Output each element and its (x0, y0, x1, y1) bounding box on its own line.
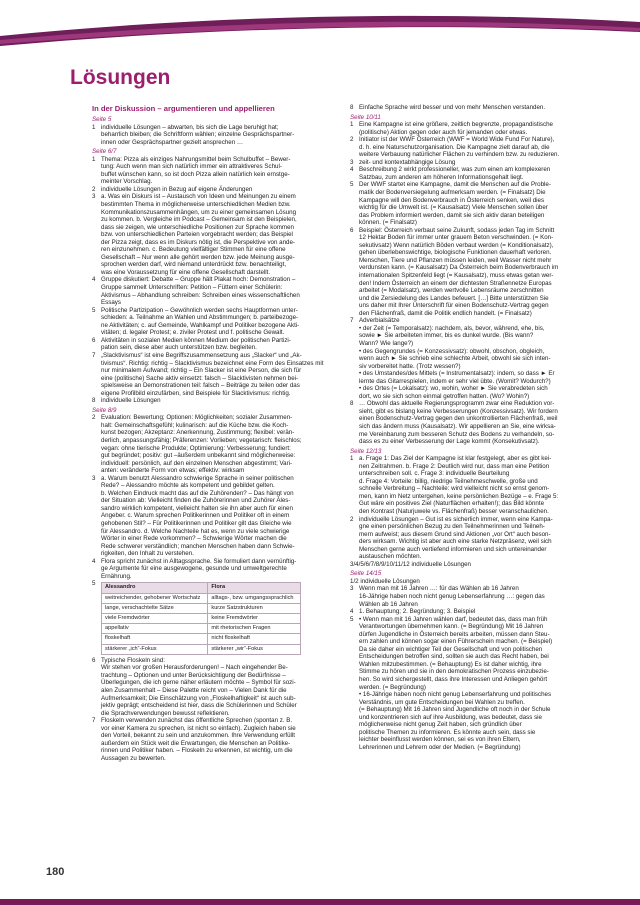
item-number: 7 (92, 717, 96, 725)
answer-item (350, 585, 591, 608)
answer-item (350, 616, 591, 752)
answer-item (92, 307, 336, 337)
item-number: 6 (350, 226, 354, 234)
answer-item (350, 166, 591, 181)
left-column (92, 104, 336, 762)
answer-item (92, 414, 336, 474)
item-text: • Wenn man mit 16 Jahren wählen darf, bedeutet das, dass man früh Verantwortungen übernehmen kann. (= Begründung) Mit 16 Jahren dürfen Jugendliche in Österreich bereits arbeiten, müssen dann Steu- ern zahlen und können sogar einen Führerschein machen. (= Beispiel) Da sie daher ein wichtiger Teil der Gesellschaft und von politischen Entscheidungen betroffen sind, sollten sie auch das Recht haben, bei Wahlen mitzubestimmen. (= Behauptung) Es ist daher wichtig, ihre Stimme zu hören und sie in den demokratischen Prozess einzubezie- hen. So wird sichergestellt, dass ihre Interessen und Anliegen gehört werden. (= Begründung) • 16-Jährige haben noch nicht genug Lebenserfahrung und politisches Verständnis, um gute Entscheidungen bei Wahlen zu treffen. (= Behauptung) Mit 16 Jahren sind Jugendliche oft noch in der Schule und konzentrieren sich auf ihre Ausbildung, was bedeutet, dass sie möglicherweise nicht genug Zeit haben, sich gründlich über politische Themen zu informieren. Es könnte auch sein, dass sie leichter beeinflusst werden können, sei es von ihren Eltern, Lehrerinnen und Lehrern oder der Medien. (= Begründung) (359, 615, 553, 751)
item-text: a. Warum benutzt Alessandro schwierige Sprache in seiner politischen Rede? – Alessandro möchte als kompetent und gebildet gelten. b. Welchen Eindruck macht das auf die Zuhörenden? – Das hängt von der Situation ab: Vielleicht finden die Zuhörerinnen und Zuhörer Ales- sandro wirklich kompetent, vielleicht halten sie ihn aber auch für einen Angeber. c. Warum sprechen Politikerinnen und Politiker oft in einem gehobenen Stil? – Für Politikerinnen und Politiker gilt das Gleiche wie für Alessandro. d. Welche Nachteile hat es, wenn zu viele schwierige Wörter in einer Rede vorkommen? – Schwierige Wörter machen die Rede schwerer verständlich; manchen Menschen haben dann Schwie- rigkeiten, den Inhalt zu verstehen. (101, 474, 295, 558)
answer-item (350, 516, 591, 561)
answer-text: 3/4/5/6/7/8/9/10/11/12 individuelle Lösungen (350, 560, 471, 568)
answer-item (350, 400, 591, 445)
item-text: Eine Kampagne ist eine größere, zeitlich begrenzte, propagandistische (politische) Aktion gegen oder auch für jemanden oder etwas. (359, 121, 553, 136)
item-number: 5 (92, 306, 96, 314)
item-number: 3 (92, 193, 96, 201)
answer-item (92, 193, 336, 276)
table-header-cell: Alessandro (102, 583, 208, 593)
left-blocks (92, 116, 336, 762)
item-text: a. Frage 1: Das Ziel der Kampagne ist klar festgelegt, aber es gibt kei- nen Zeitrahmen. b. Frage 2: Deutlich wird nur, dass man eine Petition unterschreiben soll. c. Frage 3: individuelle Beurteilung d. Frage 4: Vorteile: billig, niedrige Teilnehmeschwelle, große und schnelle Verbreitung – Nachteile: wird vielleicht nicht so ernst genom- men, kann im Netz untergehen, keine persönlichen Bezüge – e. Frage 5: Gut wäre ein positives Ziel (Naturflächen erhalten!); das Bild könnte den Kontrast (Naturjuwele vs. Flächenfraß) besser veranschaulichen. (359, 455, 559, 515)
answer-item (92, 186, 336, 194)
answer-item (350, 159, 591, 167)
table-row (102, 603, 301, 613)
item-text: „Slacktivismus“ ist eine Begriffszusammensetzung aus „Slacker“ und „Ak- tivismus“. Richtig: richtig – Slacktivismus bezeichnet eine Form des Einsatzes mit nur minimalem Aufwand; richtig – Ein Slacker ist eine Person, die sich für eine (politische) Sache aktiv einsetzt: falsch – Slacktivisten nehmen bei- spielsweise an Demonstrationen teil: falsch – Beiträge zu teilen oder das eigene Profilbild einzufärben, sind Beispiele für Slacktivismus: richtig. (101, 351, 324, 397)
item-text: a. Was ein Diskurs ist – Austausch von Ideen und Meinungen zu einem bestimmten Thema in möglicherweise unterschiedlichen Medien bzw. Kommunikationszusammenhängen, um zu einer gemeinsamen Lösung zu kommen. b. Vergleiche im Podcast – Gemeinsam ist den Beispielen, dass sie zeigen, wie unterschiedliche Positionen zur Sprache kommen bzw. von unterschiedlichen Parteien vorgebracht werden; das Beispiel der Pizza zeigt, dass es im Diskurs nötig ist, die Perspektive von ande- ren einzunehmen. c. Bedeutung vielfältiger Stimmen für eine offene Gesellschaft – Nur wenn alle gehört werden bzw. jede Meinung ausge- sprochen werden darf, wird niemand unterdrückt bzw. benachteiligt, was eine Voraussetzung für eine offene Gesellschaft darstellt. (101, 193, 297, 276)
table-cell: lange, verschachtelte Sätze (102, 603, 208, 613)
table-cell: keine Fremdwörter (208, 613, 301, 623)
item-text: Adverbialsätze • der Zeit (= Temporalsatz): nachdem, als, bevor, während, ehe, bis, sowie ► Sie arbeiteten immer, bis es dunkel wurde. (Bis wann? Wann? Wie lange?) • des Gegengrundes (= Konzessivsatz): obwohl, obschon, obgleich, wenn auch ► Sie schrieb eine schlechte Arbeit, obwohl sie sich inten- siv vorbereitet hatte. (Trotz wessen?) • des Umstandes/des Mittels (= Instrumentalsatz): indem, so dass ► Er lernte das Gitarrespielen, indem er sehr viel übte. (Womit? Wodurch?) • des Ortes (= Lokalsatz): wo, wohin, woher ► Sie verabredeten sich dort, wo sie sich schon einmal getroffen hatten. (Wo? Wohin?) (359, 317, 555, 400)
item-text: individuelle Lösungen (101, 397, 161, 405)
answer-item (350, 104, 591, 112)
table-cell: weitreichender, gehobener Wortschatz (102, 593, 208, 603)
item-number: 2 (350, 136, 354, 144)
item-number: 8 (350, 400, 354, 408)
item-number: 8 (92, 397, 96, 405)
answer-item (92, 657, 336, 717)
comparison-table-item (92, 580, 336, 656)
answer-item (92, 124, 336, 147)
answer-item (350, 181, 591, 226)
answer-item (92, 558, 336, 581)
item-text: Thema: Pizza als einziges Nahrungsmittel beim Schulbuffet – Bewer- tung: Auch wenn man sich natürlich immer ein attraktiveres Schul- buffet wünschen kann, so ist doch Pizza allein natürlich kein ernstge- meinter Vorschlag. (101, 155, 291, 186)
answer-item (92, 276, 336, 306)
item-text: Einfache Sprache wird besser und von mehr Menschen verstanden. (359, 104, 546, 111)
item-number: 5 (350, 181, 354, 189)
item-text: Der WWF startet eine Kampagne, damit die Menschen auf die Proble- matik der Bodenversiegelung aufmerksam werden. (= Finalsatz) Die Kampagne will den Bodenverbrauch in Österreich senken, weil dies wichtig für die Umwelt ist. (= Kausalsatz) Viele Menschen sollen über das Problem informiert werden, damit sie sich aktiv daran beteiligen können. (= Finalsatz) (359, 181, 551, 227)
table-header-row (102, 583, 301, 593)
item-text: Beispiel: Österreich verbaut seine Zukunft, sodass jeden Tag im Schnitt 12 Hektar Boden für immer unter grauem Beton verschwinden. (= Kon- sekutivsatz) Wenn natürlich Böden verbaut werden (= Konditionalsatz), gehen überlebenswichtige, biologische Funktionen dauerhaft verloren. Menschen, Tiere und Pflanzen müssen leiden, weil Wasser nicht mehr verdunsten kann. (= Kausalsatz) Da Österreich beim Bodenverbrauch im internationalen Spitzenfeld liegt (= Kausalsatz), muss etwas getan wer- den! Indem Österreich an einem der dichtesten Straßennetze Europas arbeitet (= Modalsatz), werden wertvolle Lebensräume zerschnitten und die Zersiedelung des Landes befeuert. […] Bitte unterstützen Sie uns daher mit Ihrer Unterschrift für einen Bodenschutz-Vertrag gegen den Flächenfraß, damit die Politik endlich handelt. (= Finalsatz) (359, 226, 559, 317)
item-text: individuelle Lösungen – abwarten, bis sich die Lage beruhigt hat; beharrlich bleiben; die Schriftform wählen; einzelne Gesprächspartner- innen oder Gesprächspartner gezielt ansprechen … (101, 123, 295, 146)
item-number: 4 (92, 276, 96, 284)
table-cell: mit rhetorischen Fragen (208, 624, 301, 634)
item-number: 2 (350, 515, 354, 523)
page-number: 180 (46, 866, 65, 878)
item-number: 4 (350, 166, 354, 174)
item-text: Flora spricht zunächst in Alltagssprache. Sie formuliert dann vernünftig- ge Argumente für eine ausgewogene, gesunde und umweltgerechte Ernährung. (101, 557, 297, 580)
answer-item (92, 156, 336, 186)
header-band (0, 0, 640, 50)
right-blocks (350, 104, 591, 751)
table-cell: stärkerer „wir“-Fokus (208, 644, 301, 654)
right-column (350, 104, 591, 751)
item-text: Aktivitäten in sozialen Medien können Medium der politischen Partizi- pation sein, diese aber auch unterstützen bzw. begleiten. (101, 336, 291, 352)
item-number: 2 (92, 185, 96, 193)
table-cell: kurze Satzstrukturen (208, 603, 301, 613)
item-number: 8 (350, 104, 354, 111)
item-number: 1 (350, 455, 354, 463)
item-text: Gruppe diskutiert: Debatte – Gruppe hält Plakat hoch: Demonstration – Gruppe sammelt Unterschriften: Petition – Füttern einer Schülerin: Aktivismus – Abhandlung schreiben: Schreiben eines wissenschaftlichen Essays (101, 276, 300, 307)
item-text: Evaluation: Bewertung; Optionen: Möglichkeiten; sozialer Zusammen- halt: Gemeinschaftsgefühl; kulinarisch: auf die Küche bzw. die Koch- kunst bezogen; Akzeptanz: Anerkennung, Zustimmung; flexibel: verän- derlich, anpassungsfähig; Präferenzen: Vorlieben; vegetarisch: fleischlos; vegan: ohne tierische Produkte; Optimierung: Verbesserung; fundiert: gut begründet; positiv: gut –äußerdem unbekannt sind möglicherweise: individuell: persönlich, auf den einzelnen Menschen abgestimmt; Vari- anten: veränderte Form von etwas; effektiv: wirksam (101, 414, 302, 475)
table-row (102, 593, 301, 603)
table-header-cell: Flora (208, 583, 301, 593)
table-cell: alltags-, bzw. umgangssprachlich (208, 593, 301, 603)
item-number: 2 (92, 414, 96, 422)
item-text: 1. Behauptung; 2. Begründung; 3. Beispiel (359, 608, 476, 616)
item-number: 3 (92, 474, 96, 482)
item-number: 7 (350, 317, 354, 325)
item-text: Politische Partizipation – Gewöhnlich werden sechs Hauptformen unter- schieden: a. Teilnahme an Wahlen und Abstimmungen; b. parteibezoge- ne Aktivitäten; c. auf Gemeinde, Wahlkampf und Politiker bezogene Akti- vitäten; d. legaler Protest; e. ziviler Protest und f. politische Gewalt. (101, 306, 300, 337)
item-number: 1 (92, 155, 96, 163)
item-number: 3 (350, 158, 354, 166)
item-number: 1 (350, 121, 354, 129)
table-row (102, 613, 301, 623)
answer-item (350, 136, 591, 159)
table-cell: appellativ (102, 624, 208, 634)
page-reference: Seite 6/7 (92, 148, 117, 156)
item-number: 3 (350, 585, 354, 593)
item-text: Beschreibung 2 wirkt professioneller, was zum einen am komplexeren Satzbau, zum anderen am höheren Informationsgehalt liegt. (359, 166, 551, 181)
page-title: Lösungen (70, 66, 171, 89)
table-cell: viele Fremdwörter (102, 613, 208, 623)
table-cell: floskelhaft (102, 634, 208, 644)
item-number: 1 (92, 123, 96, 131)
table-row (102, 634, 301, 644)
item-number: 5 (92, 580, 96, 588)
answer-item (350, 317, 591, 400)
page-reference: Seite 10/11 (350, 113, 381, 121)
item-number: 4 (350, 608, 354, 616)
answer-item (350, 121, 591, 136)
table-row (102, 644, 301, 654)
answer-item (350, 227, 591, 318)
item-text: Floskeln verwenden zunächst das öffentliche Sprechen (spontan z. B. vor einer Kamera zu sprechen, ist nicht so einfach). Zugleich haben sie den Vorteil, bekannt zu sein und anzukommen. Ihre Verwendung erfüllt außerdem ein Stück weit die Erwartungen, die Menschen an Politike- rinnen und Politiker haben. – Floskeln zu erkennen, ist wichtig, um die Aussagen zu bewerten. (101, 717, 296, 762)
answer-text: 1/2 individuelle Lösungen (350, 577, 420, 585)
item-number: 6 (92, 336, 96, 344)
item-number: 7 (92, 351, 96, 359)
footer-bar (0, 899, 640, 905)
answer-item (92, 475, 336, 558)
item-text: … Obwohl das aktuelle Regierungsprogramm zwar eine Reduktion vor- sieht, gibt es bislang keine Verbesserungen (Konzessivsatz). Wir fordern einen Bodenschutz-Vertrag gegen den unkontrollierten Flächenfraß, weil sich das ändern muss (Kausalsatz). Wir appellieren an Sie, eine wirksa- me Vereinbarung zum besseren Schutz des Bodens zu verhandeln, so- dass es zu einer Verbesserung der Lage kommt (Konsekutivsatz). (359, 400, 558, 446)
item-text: Typische Floskeln sind: Wir stehen vor großen Herausforderungen! – Nach eingehender Be- trachtung – Optionen und unter Berücksichtigung der Bedürfnisse – Überlegungen, die ich gerne näher erläutern möchte – Symbol für sozi- alen Zusammenhalt – Diese Palette reicht von – Vielen Dank für die Aufmerksamkeit; Die Einschätzung von „Floskelhaftigkeit“ ist auch sub- jektiv geprägt; entscheidend ist hier, dass die Schülerinnen und Schüler die Sprachverwendungen bewusst reflektieren. (101, 656, 297, 717)
item-text: Initiator ist der WWF Österreich (WWF = World Wide Fund For Nature), d. h. eine Naturschutzorganisation. Die Kampagne zielt darauf ab, die weitere Verbauung natürlicher Flächen zu verhindern bzw. zu reduzieren. (359, 136, 560, 159)
answer-item (92, 717, 336, 762)
comparison-table (101, 582, 301, 654)
item-number: 6 (92, 656, 96, 664)
item-number: 4 (92, 557, 96, 565)
answer-item (92, 352, 336, 397)
table-cell: nicht floskelhaft (208, 634, 301, 644)
page-reference: Seite 12/13 (350, 447, 382, 455)
item-text: zeit- und kontextabhängige Lösung (359, 158, 456, 166)
item-text: individuelle Lösungen in Bezug auf eigene Änderungen (101, 185, 253, 193)
table-cell: stärkerer „ich“-Fokus (102, 644, 208, 654)
page-reference: Seite 5 (92, 116, 112, 123)
item-text: Wenn man mit 16 Jahren …: für das Wählen ab 16 Jahren 16-Jährige haben noch nicht genug Lebenserfahrung …: gegen das Wählen ab 16 Jahren (359, 585, 545, 608)
table-row (102, 624, 301, 634)
answer-item (350, 608, 591, 616)
answer-item (350, 455, 591, 515)
page-reference: Seite 14/15 (350, 570, 382, 578)
item-text: individuelle Lösungen – Gut ist es sicherlich immer, wenn eine Kampa- gne einen persönlichen Bezug zu den Teilnehmerinnen und Teilneh- mern aufweist; aus diesem Grund sind Aktionen „vor Ort“ auch beson- ders wirksam. Wichtig ist aber auch eine starke Netzpräsenz, weil sich Menschen gerne auch vertiefend informieren und sich untereinander austauschen möchten. (359, 515, 553, 561)
section-heading: In der Diskussion – argumentieren und appellieren (92, 104, 275, 113)
answer-item (92, 397, 336, 405)
item-number: 5 (350, 615, 354, 623)
page-reference: Seite 8/9 (92, 406, 117, 414)
answer-item (92, 337, 336, 352)
